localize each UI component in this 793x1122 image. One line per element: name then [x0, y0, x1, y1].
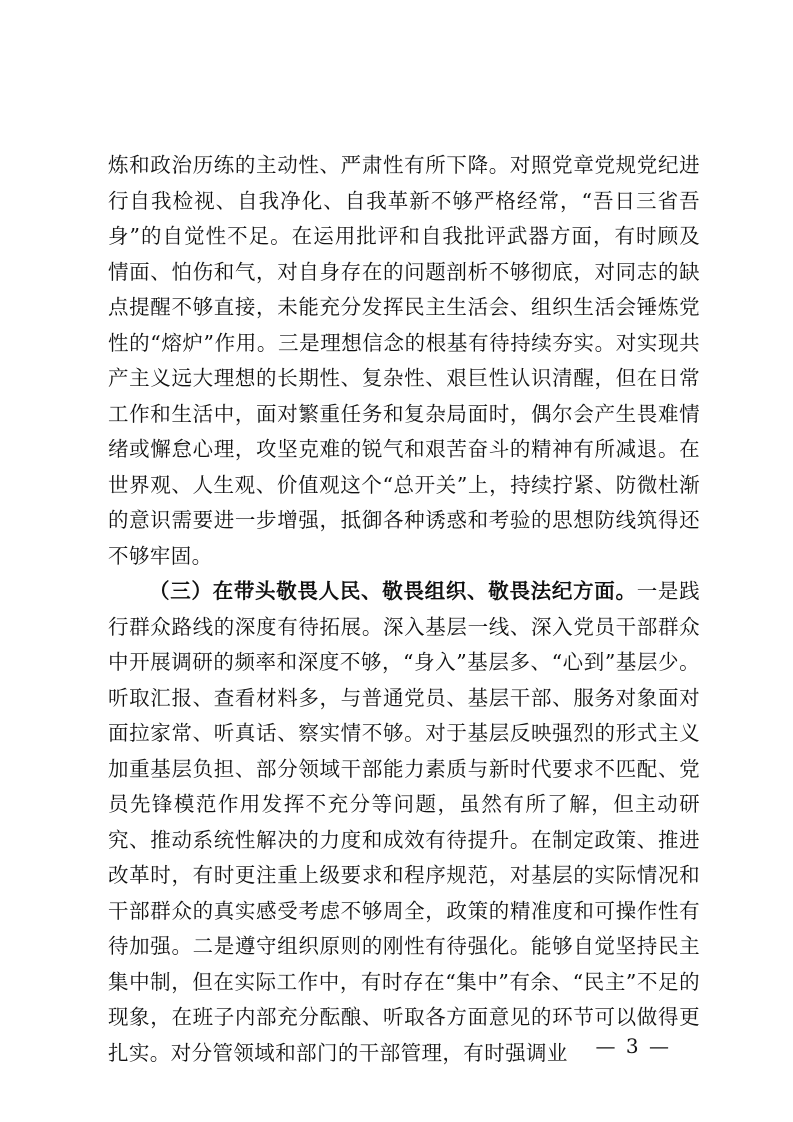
- page-number: — 3 —: [595, 1034, 671, 1058]
- document-body: [108, 148, 700, 1071]
- paragraph-section-three: [108, 574, 700, 1071]
- section-body: 一是践行群众路线的深度有待拓展。深入基层一线、深入党员干部群众中开展调研的频率和深度不够，“身入”基层多、“心到”基层少。听取汇报、查看材料多，与普通党员、基层干部、服务对象面对面拉家常、听真话、察实情不够。对于基层反映强烈的形式主义加重基层负担、部分领域干部能力素质与新时代要求不匹配、党员先锋模范作用发挥不充分等问题，虽然有所了解，但主动研究、推动系统性解决的力度和成效有待提升。在制定政策、推进改革时，有时更注重上级要求和程序规范，对基层的实际情况和干部群众的真实感受考虑不够周全，政策的精准度和可操作性有待加强。二是遵守组织原则的刚性有待强化。能够自觉坚持民主集中制，但在实际工作中，有时存在“集中”有余、“民主”不足的现象，在班子内部充分酝酿、听取各方面意见的环节可以做得更扎实。对分管领域和部门的干部管理，有时强调业: [108, 579, 700, 1065]
- paragraph-continued: 炼和政治历练的主动性、严肃性有所下降。对照党章党规党纪进行自我检视、自我净化、自我革新不够严格经常，“吾日三省吾身”的自觉性不足。在运用批评和自我批评武器方面，有时顾及情面、怕伤和气，对自身存在的问题剖析不够彻底，对同志的缺点提醒不够直接，未能充分发挥民主生活会、组织生活会锤炼党性的“熔炉”作用。三是理想信念的根基有待持续夯实。对实现共产主义远大理想的长期性、复杂性、艰巨性认识清醒，但在日常工作和生活中，面对繁重任务和复杂局面时，偶尔会产生畏难情绪或懈怠心理，攻坚克难的锐气和艰苦奋斗的精神有所减退。在世界观、人生观、价值观这个“总开关”上，持续拧紧、防微杜渐的意识需要进一步增强，抵御各种诱惑和考验的思想防线筑得还不够牢固。: [108, 153, 700, 568]
- section-heading: （三）在带头敬畏人民、敬畏组织、敬畏法纪方面。: [149, 579, 637, 603]
